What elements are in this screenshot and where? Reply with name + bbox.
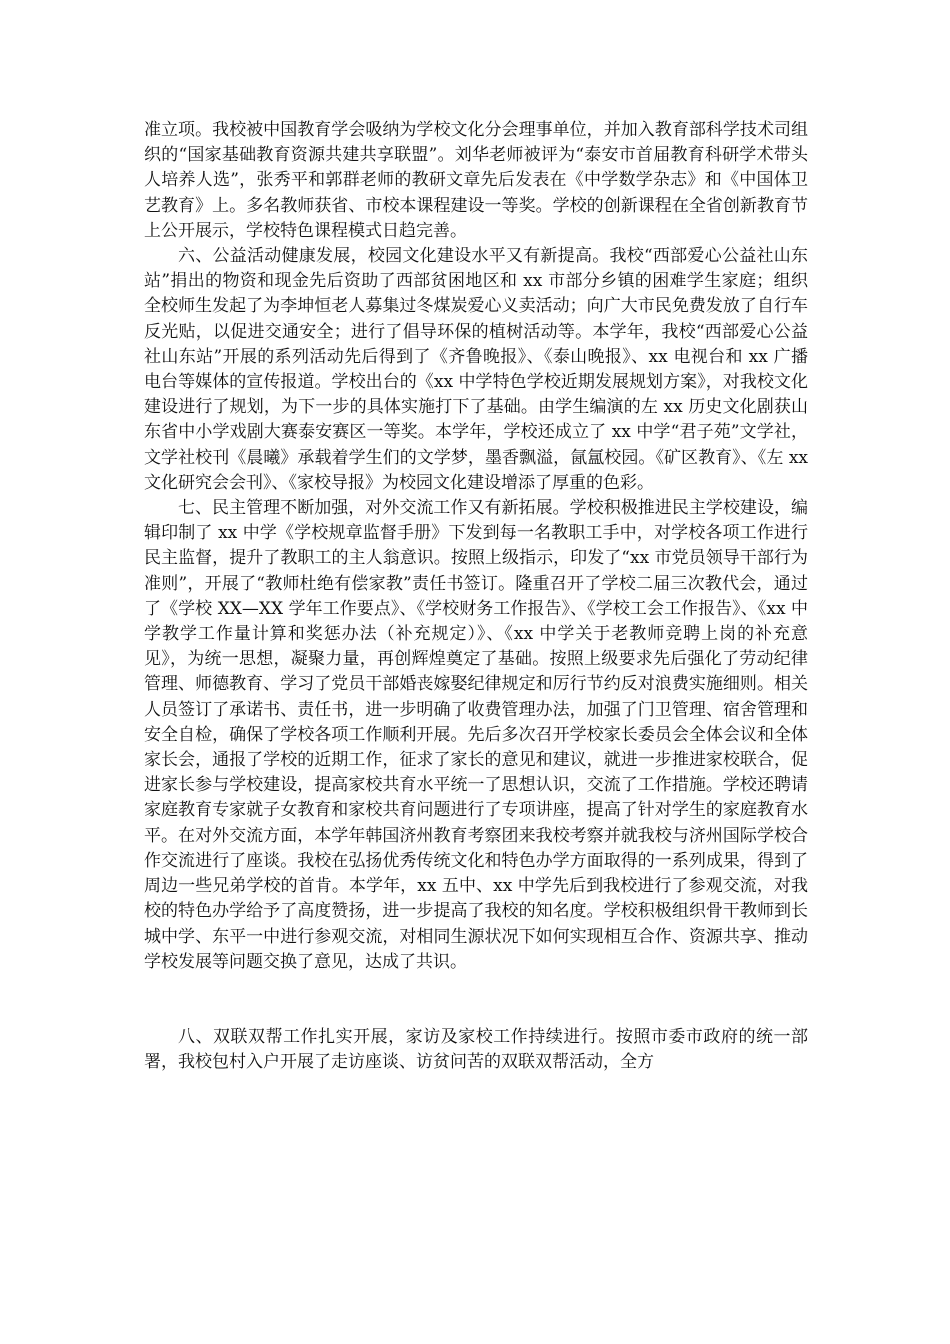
document-page — [144, 118, 808, 1075]
paragraph-continuation: 准立项。我校被中国教育学会吸纳为学校文化分会理事单位，并加入教育部科学技术司组织的“国家基础教育资源共建共享联盟”。刘华老师被评为“泰安市首届教育科研学术带头人培养人选”，张秀平和郭群老师的教研文章先后发表在《中学数学杂志》和《中国体卫艺教育》上。多名教师获省、市校本课程建设一等奖。学校的创新课程在全省创新教育节上公开展示，学校特色课程模式日趋完善。 — [144, 120, 808, 241]
paragraph-section-eight: 八、双联双帮工作扎实开展，家访及家校工作持续进行。按照市委市政府的统一部署，我校包村入户开展了走访座谈、访贫问苦的双联双帮活动，全方 — [144, 1026, 808, 1073]
paragraph-section-seven: 七、民主管理不断加强，对外交流工作又有新拓展。学校积极推进民主学校建设，编辑印制了 xx 中学《学校规章监督手册》下发到每一名教职工手中，对学校各项工作进行民主监督，提升了教职工的主人翁意识。按照上级指示，印发了“xx 市党员领导干部行为准则”，开展了“教师杜绝有偿家教”责任书签订。隆重召开了学校二届三次教代会，通过了《学校 XX—XX 学年工作要点》、《学校财务工作报告》、《学校工会工作报告》、《xx 中学教学工作量计算和奖惩办法（补充规定）》、《xx 中学关于老教师竞聘上岗的补充意见》，为统一思想，凝聚力量，再创辉煌奠定了基础。按照上级要求先后强化了劳动纪律管理、师德教育、学习了党员干部婚丧嫁娶纪律规定和厉行节约反对浪费实施细则。相关人员签订了承诺书、责任书，进一步明确了收费管理办法，加强了门卫管理、宿舍管理和安全自检，确保了学校各项工作顺利开展。先后多次召开学校家长委员会全体会议和全体家长会，通报了学校的近期工作，征求了家长的意见和建议，就进一步推进家校联合，促进家长参与学校建设，提高家校共育水平统一了思想认识，交流了工作措施。学校还聘请家庭教育专家就子女教育和家校共育问题进行了专项讲座，提高了针对学生的家庭教育水平。在对外交流方面，本学年韩国济州教育考察团来我校考察并就我校与济州国际学校合作交流进行了座谈。我校在弘扬优秀传统文化和特色办学方面取得的一系列成果，得到了周边一些兄弟学校的首肯。本学年，xx 五中、xx 中学先后到我校进行了参观交流，对我校的特色办学给予了高度赞扬，进一步提高了我校的知名度。学校积极组织骨干教师到长城中学、东平一中进行参观交流，对相同生源状况下如何实现相互合作、资源共享、推动学校发展等问题交换了意见，达成了共识。 — [144, 498, 808, 972]
paragraph-section-six: 六、公益活动健康发展，校园文化建设水平又有新提高。我校“西部爱心公益社山东站”捐出的物资和现金先后资助了西部贫困地区和 xx 市部分乡镇的困难学生家庭；组织全校师生发起了为李坤恒老人募集过冬煤炭爱心义卖活动；向广大市民免费发放了自行车反光贴，以促进交通安全；进行了倡导环保的植树活动等。本学年，我校“西部爱心公益社山东站”开展的系列活动先后得到了《齐鲁晚报》、《泰山晚报》、xx 电视台和 xx 广播电台等媒体的宣传报道。学校出台的《xx 中学特色学校近期发展规划方案》，对我校文化建设进行了规划，为下一步的具体实施打下了基础。由学生编演的左 xx 历史文化剧获山东省中小学戏剧大赛泰安赛区一等奖。本学年，学校还成立了 xx 中学“君子苑”文学社，文学社校刊《晨曦》承载着学生们的文学梦，墨香飘溢，氤氲校园。《矿区教育》、《左 xx 文化研究会会刊》、《家校导报》为校园文化建设增添了厚重的色彩。 — [144, 246, 808, 493]
paragraph-gap — [144, 975, 808, 1025]
